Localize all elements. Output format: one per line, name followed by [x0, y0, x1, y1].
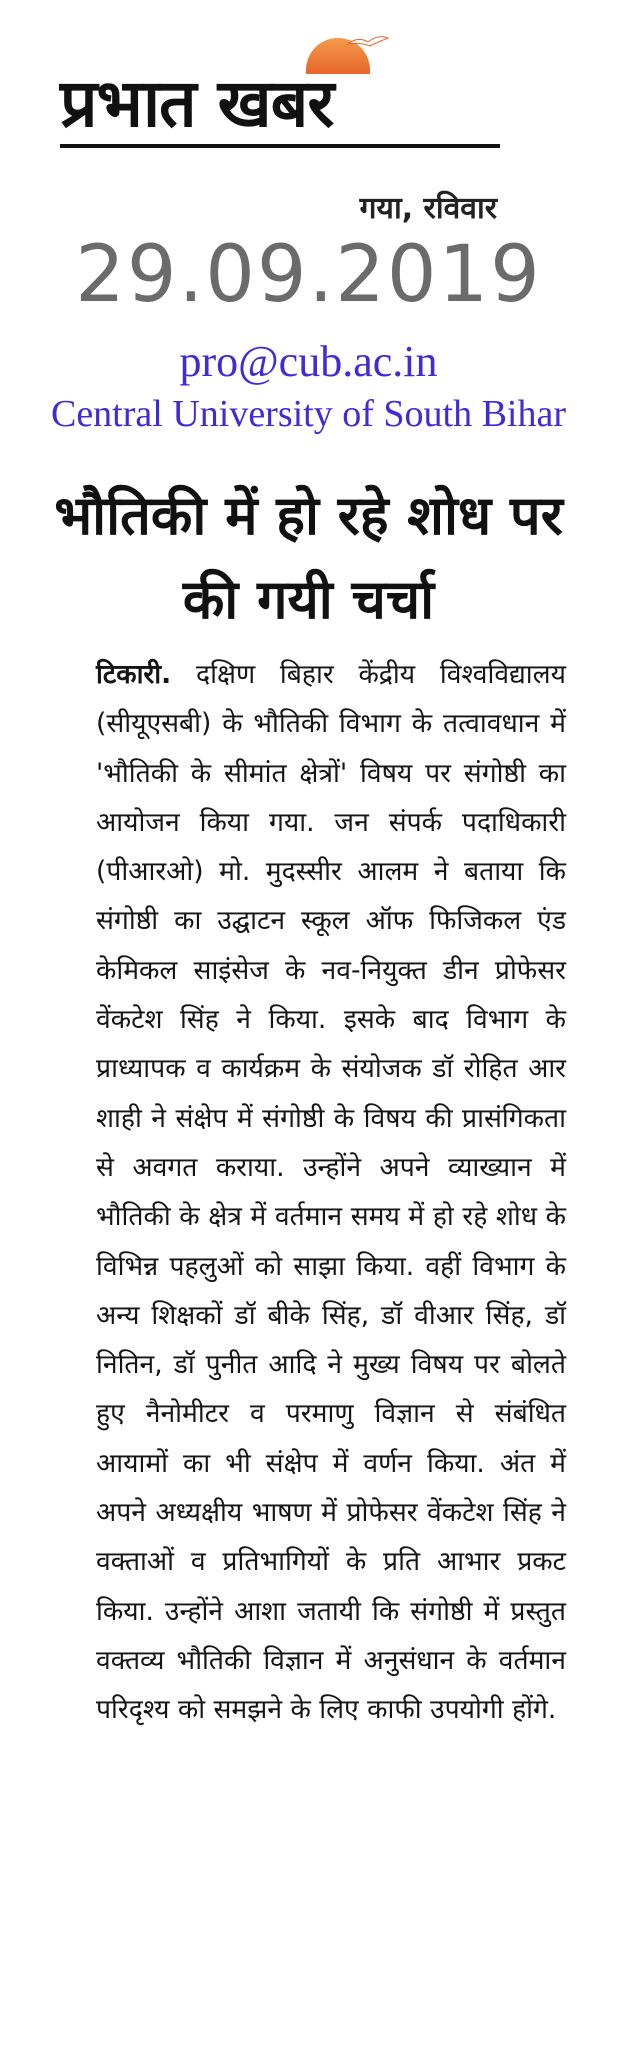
article-body-text: दक्षिण बिहार केंद्रीय विश्वविद्यालय (सीयूएसबी) के भौतिकी विभाग के तत्वावधान में 'भौतिकी के सीमांत क्षेत्रों' विषय पर संगोष्ठी का आयोजन किया गया. जन संपर्क पदाधिकारी (पीआरओ) मो. मुदस्सीर आलम ने बताया कि संगोष्ठी का उद्घाटन स्कूल ऑफ फिजिकल एंड केमिकल साइंसेज के नव-नियुक्त डीन प्रोफेसर वेंकटेश सिंह ने किया. इसके बाद विभाग के प्राध्यापक व कार्यक्रम के संयोजक डॉ रोहित आर शाही ने संक्षेप में संगोष्ठी के विषय की प्रासंगिकता से अवगत कराया. उन्होंने अपने व्याख्यान में भौतिकी के क्षेत्र में वर्तमान समय में हो रहे शोध के विभिन्न पहलुओं को साझा किया. वहीं विभाग के अन्य शिक्षकों डॉ बीके सिंह, डॉ वीआर सिंह, डॉ नितिन, डॉ पुनीत आदि ने मुख्य विषय पर बोलते हुए नैनोमीटर व परमाणु विज्ञान से संबंधित आयामों का भी संक्षेप में वर्णन किया. अंत में अपने अध्यक्षीय भाषण में प्रोफेसर वेंकटेश सिंह ने वक्ताओं व प्रतिभागियों के प्रति आभार प्रकट किया. उन्होंने आशा जतायी कि संगोष्ठी में प्रस्तुत वक्तव्य भौतिकी विज्ञान में अनुसंधान के वर्तमान परिदृश्य को समझने के लिए काफी उपयोगी होंगे. — [96, 659, 566, 1726]
contact-email[interactable]: pro@cub.ac.in — [179, 337, 438, 386]
organization-name: Central University of South Bihar — [50, 393, 567, 435]
article-body — [96, 650, 566, 1735]
article-headline: भौतिकी में हो रहे शोध पर की गयी चर्चा — [54, 484, 563, 631]
edition-date: 29.09.2019 — [75, 230, 542, 320]
bird-logo-icon — [346, 34, 390, 50]
article-dateline: टिकारी. — [96, 659, 172, 690]
logo-underline — [60, 144, 500, 148]
edition-place-day: गया, रविवार — [359, 191, 497, 226]
newspaper-masthead — [60, 28, 520, 148]
newspaper-logo-text: प्रभात खबर — [60, 65, 334, 142]
